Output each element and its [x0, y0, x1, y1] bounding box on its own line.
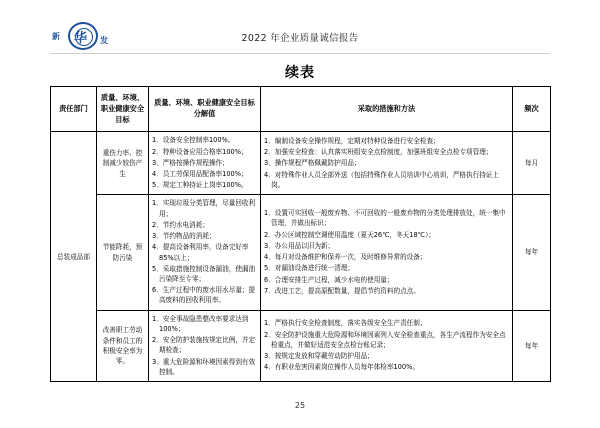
list-item: 2．安全防护设施重大危险源和环境因素列入安全检查重点，各生产流程作为安全点检重点，并做好适范安全点检台账记录； — [264, 330, 506, 349]
list-item: 6．生产过程中的废水用水尽量；提高废料的回收利用率。 — [152, 286, 256, 305]
list-item: 4．对特殊作业人员全部外送（包括特殊作业人员培训中心培训，严格执行持证上岗。 — [264, 170, 499, 189]
list-item: 3．办公用品以旧为新； — [264, 241, 335, 250]
page-header — [0, 22, 600, 56]
cell-frequency: 每年 — [513, 195, 551, 310]
list-item: 1．设备安全控制率100%。 — [152, 136, 235, 145]
list-item: 3．按规定发放和穿戴劳动防护用品； — [264, 351, 374, 360]
header-frequency: 频次 — [513, 87, 551, 132]
cell-measures — [261, 132, 513, 195]
table-header-row — [51, 87, 551, 132]
list-item: 4．有职业危害因素岗位操作人员每年体检率100%。 — [264, 363, 419, 372]
list-item: 6．合理安排生产过程，减少水电的使用量； — [264, 275, 394, 284]
list-item: 7．改进工艺，提高原配数量，提倡节约资料的点点。 — [264, 286, 420, 295]
objectives-table — [50, 86, 551, 382]
list-item: 4．每月对设备维护和保养一次，及时维修异常的设备； — [264, 253, 427, 262]
logo-left-char: 新 — [52, 32, 60, 41]
cell-frequency: 每月 — [513, 132, 551, 195]
header-divider — [50, 53, 550, 54]
list-item: 2．节约水电消耗； — [152, 220, 209, 229]
list-item: 1．设置可实回收一般废弃物、不可回收的一般废弃物的分类处理排放处，统一集中管理，并做出标识； — [264, 209, 506, 228]
list-item: 2．办公区域控制空调使用温度（夏天26℃，冬天18℃）； — [264, 230, 435, 239]
section-title: 续表 — [285, 65, 315, 81]
list-item: 2．安全防护装施按规定比例，并定期检查； — [152, 336, 256, 355]
list-item: 2．特种设备应用合格率100%； — [152, 147, 248, 156]
cell-decomposition — [149, 132, 261, 195]
list-item: 3．严格按操作规程操作； — [152, 158, 229, 167]
header-goal: 质量、环境、职业健康安全目标 — [97, 87, 149, 132]
header-measures: 采取的措施和方法 — [261, 87, 513, 132]
list-item: 4．员工劳保用品配备率100%； — [152, 170, 248, 179]
list-item: 1．安全事故隐患整改率要求达到100%； — [152, 314, 249, 333]
header-decomposition: 质量、环境、职业健康安全目标分解值 — [149, 87, 261, 132]
list-item: 5．规定工种持证上岗率100%。 — [152, 181, 248, 190]
table-row — [51, 310, 551, 381]
cell-goal: 重伤力率、控制减少较伤产生 — [97, 132, 149, 195]
cell-decomposition — [149, 310, 261, 381]
cell-measures — [261, 310, 513, 381]
list-item: 3．操作规程严格佩戴防护用品； — [264, 159, 361, 168]
cell-goal: 改善职工劳动条件和员工的积极安全率为零。 — [97, 310, 149, 381]
list-item: 4．提高设备利用率，设备完好率85%以上； — [152, 243, 249, 262]
list-item: 5．对漏油设备进行统一清理； — [264, 264, 354, 273]
page-number: 25 — [294, 401, 306, 410]
cell-goal: 节能降耗，预防污染 — [97, 195, 149, 310]
list-item: 5．采取措施控制设备漏油，使漏油污染降至专零； — [152, 264, 256, 284]
list-item: 3．节约物品的消耗； — [152, 232, 216, 241]
cell-measures — [261, 195, 513, 310]
cell-dept-merged: 总装成品部 — [51, 132, 97, 382]
running-title: 2022 年企业质量诚信报告 — [241, 33, 359, 44]
list-item: 3．重大危险源和环境因素得到有效控制。 — [152, 357, 256, 376]
list-item: 1．实现垃圾分类管理，尽量回收利用； — [152, 199, 256, 218]
header-dept: 责任部门 — [51, 87, 97, 132]
logo-center-char: 华 — [74, 31, 88, 46]
cell-frequency: 每年 — [513, 310, 551, 381]
list-item: 2．加强安全检查：认真落实班组安全点检制度，加强班组安全点检专项管理； — [264, 148, 493, 157]
logo-right-char: 发 — [100, 36, 108, 45]
cell-decomposition — [149, 195, 261, 310]
table-row — [51, 195, 551, 310]
list-item: 1．严格执行安全检查制度，落实各级安全生产责任制； — [264, 319, 427, 328]
list-item: 1．编制设备安全操作规程，定期对特种设备进行安全检查； — [264, 136, 440, 145]
table-row — [51, 132, 551, 195]
